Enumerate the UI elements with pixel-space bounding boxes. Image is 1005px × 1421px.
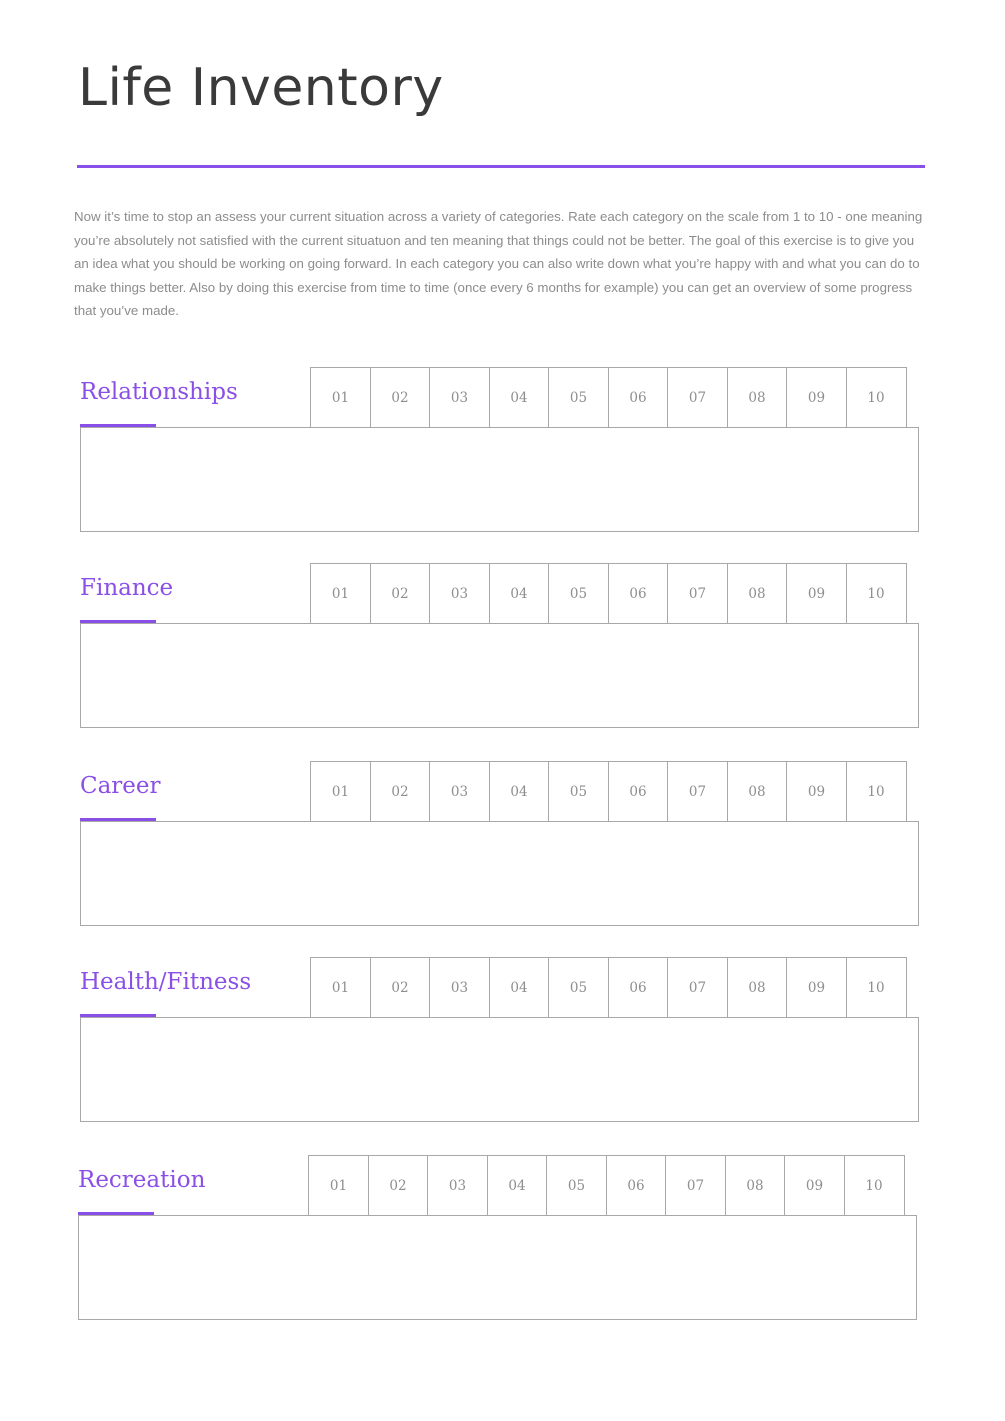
rating-option[interactable]: 05 bbox=[546, 1155, 607, 1216]
rating-option[interactable]: 06 bbox=[608, 957, 669, 1018]
notes-box[interactable] bbox=[78, 1215, 917, 1320]
category-label: Relationships bbox=[80, 379, 238, 405]
rating-option[interactable]: 05 bbox=[548, 761, 609, 822]
category-section-relationships bbox=[0, 367, 1005, 537]
category-label: Recreation bbox=[78, 1167, 206, 1193]
rating-scale bbox=[310, 957, 905, 1018]
rating-option[interactable]: 06 bbox=[608, 563, 669, 624]
rating-option[interactable]: 03 bbox=[429, 761, 490, 822]
intro-paragraph: Now it’s time to stop an assess your current situation across a variety of categories. Rate each category on the scale from 1 to 10 - one meaning you’re absolutely not satisfied with the current situatuon and ten meaning that things could not be better. The goal of this exercise is to give you an idea what you should be working on going forward. In each category you can also write down what you’re happy with and what you can do to make things better. Also by doing this exercise from time to time (once every 6 months for example) you can get an overview of some progress that you’ve made. bbox=[74, 209, 923, 319]
rating-option[interactable]: 10 bbox=[846, 367, 907, 428]
rating-option[interactable]: 08 bbox=[727, 563, 788, 624]
category-section-finance bbox=[0, 563, 1005, 733]
rating-option[interactable]: 03 bbox=[429, 563, 490, 624]
rating-option[interactable]: 07 bbox=[667, 957, 728, 1018]
rating-option[interactable]: 08 bbox=[727, 367, 788, 428]
category-label: Career bbox=[80, 773, 161, 799]
rating-option[interactable]: 07 bbox=[665, 1155, 726, 1216]
rating-option[interactable]: 01 bbox=[310, 367, 371, 428]
rating-option[interactable]: 04 bbox=[489, 367, 550, 428]
rating-option[interactable]: 08 bbox=[727, 761, 788, 822]
rating-option[interactable]: 03 bbox=[427, 1155, 488, 1216]
notes-box[interactable] bbox=[80, 1017, 919, 1122]
rating-option[interactable]: 09 bbox=[784, 1155, 845, 1216]
page-title: Life Inventory bbox=[78, 58, 444, 118]
rating-option[interactable]: 02 bbox=[370, 367, 431, 428]
notes-box[interactable] bbox=[80, 427, 919, 532]
rating-option[interactable]: 07 bbox=[667, 563, 728, 624]
rating-option[interactable]: 02 bbox=[370, 957, 431, 1018]
rating-option[interactable]: 01 bbox=[308, 1155, 369, 1216]
notes-box[interactable] bbox=[80, 821, 919, 926]
rating-scale bbox=[310, 367, 905, 428]
rating-option[interactable]: 10 bbox=[846, 761, 907, 822]
rating-option[interactable]: 10 bbox=[846, 563, 907, 624]
rating-option[interactable]: 02 bbox=[370, 761, 431, 822]
rating-option[interactable]: 01 bbox=[310, 957, 371, 1018]
rating-option[interactable]: 08 bbox=[727, 957, 788, 1018]
category-label: Health/Fitness bbox=[80, 969, 252, 995]
rating-option[interactable]: 09 bbox=[786, 563, 847, 624]
rating-option[interactable]: 05 bbox=[548, 957, 609, 1018]
rating-option[interactable]: 09 bbox=[786, 957, 847, 1018]
rating-option[interactable]: 08 bbox=[725, 1155, 786, 1216]
rating-option[interactable]: 04 bbox=[487, 1155, 548, 1216]
rating-option[interactable]: 09 bbox=[786, 761, 847, 822]
rating-option[interactable]: 05 bbox=[548, 563, 609, 624]
category-label: Finance bbox=[80, 575, 174, 601]
rating-option[interactable]: 10 bbox=[846, 957, 907, 1018]
rating-option[interactable]: 07 bbox=[667, 367, 728, 428]
category-section-recreation bbox=[0, 1155, 1005, 1325]
rating-option[interactable]: 07 bbox=[667, 761, 728, 822]
rating-option[interactable]: 01 bbox=[310, 761, 371, 822]
rating-option[interactable]: 04 bbox=[489, 761, 550, 822]
category-section-health-fitness bbox=[0, 957, 1005, 1127]
rating-option[interactable]: 04 bbox=[489, 957, 550, 1018]
rating-scale bbox=[310, 761, 905, 822]
rating-scale bbox=[310, 563, 905, 624]
rating-scale bbox=[308, 1155, 903, 1216]
rating-option[interactable]: 03 bbox=[429, 367, 490, 428]
rating-option[interactable]: 04 bbox=[489, 563, 550, 624]
rating-option[interactable]: 05 bbox=[548, 367, 609, 428]
rating-option[interactable]: 06 bbox=[608, 761, 669, 822]
rating-option[interactable]: 02 bbox=[368, 1155, 429, 1216]
rating-option[interactable]: 01 bbox=[310, 563, 371, 624]
rating-option[interactable]: 10 bbox=[844, 1155, 905, 1216]
rating-option[interactable]: 02 bbox=[370, 563, 431, 624]
title-divider bbox=[77, 165, 925, 168]
category-section-career bbox=[0, 761, 1005, 931]
rating-option[interactable]: 06 bbox=[606, 1155, 667, 1216]
rating-option[interactable]: 06 bbox=[608, 367, 669, 428]
rating-option[interactable]: 09 bbox=[786, 367, 847, 428]
notes-box[interactable] bbox=[80, 623, 919, 728]
rating-option[interactable]: 03 bbox=[429, 957, 490, 1018]
